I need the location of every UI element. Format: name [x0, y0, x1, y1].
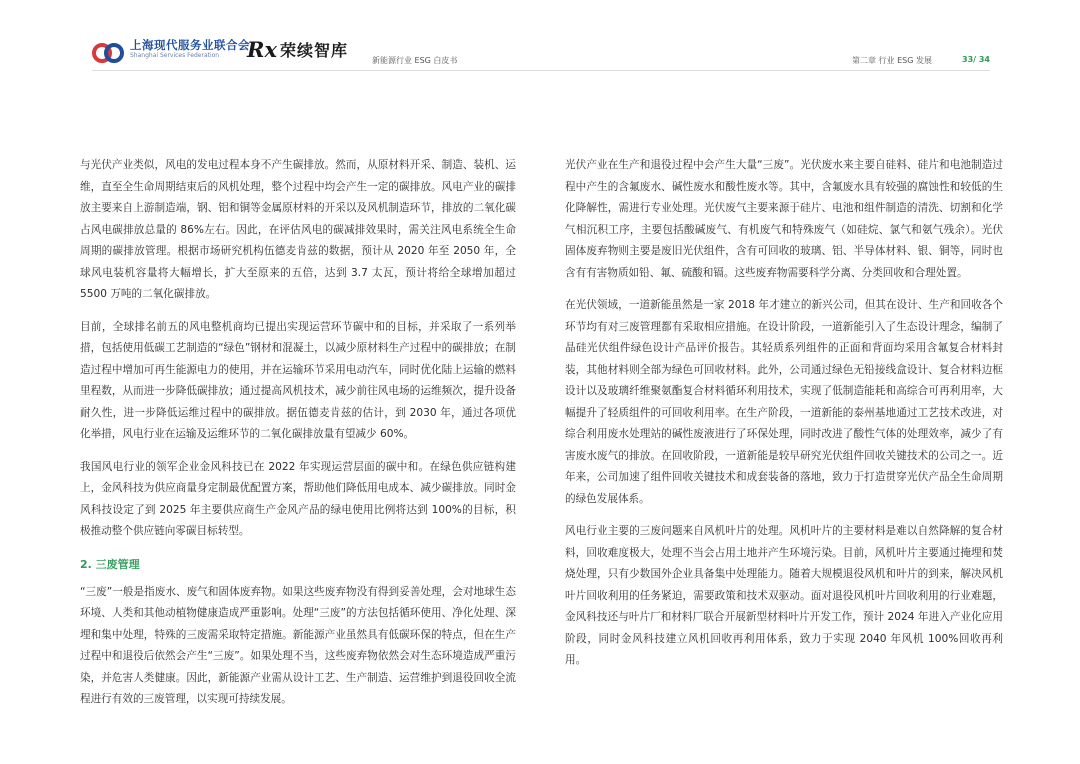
chapter-title: 第二章 行业 ESG 发展: [852, 56, 932, 65]
paragraph: 与光伏产业类似，风电的发电过程本身不产生碳排放。然而，从原材料开采、制造、装机、运维，直至全生命周期结束后的风机处理，整个过程中均会产生一定的碳排放。风电产业的碳排放主要来自上游制造端，钢、铝和铜等金属原材料的开采以及风机制造环节，排放的二氧化碳占风电碳排放总量的 86%左右。因此，在评估风电的碳减排效果时，需关注风电系统全生命周期的碳排放管理。根据市场研究机构伍德麦肯兹的数据，预计从 2020 年至 2050 年，全球风电装机容量将大幅增长，扩大至原来的五倍，达到 3.7 太瓦，预计将给全球增加超过 5500 万吨的二氧化碳排放。: [80, 159, 516, 300]
paragraph: 风电行业主要的三废问题来自风机叶片的处理。风机叶片的主要材料是难以自然降解的复合材料，回收难度极大，处理不当会占用土地并产生环境污染。目前，风机叶片主要通过掩埋和焚烧处理，只有少数国外企业具备集中处理能力。随着大规模退役风机和叶片的到来，解决风机叶片回收利用的任务紧迫，需要政策和技术双驱动。面对退役风机叶片回收利用的行业难题，金风科技还与叶片厂和材料厂联合开展新型材料叶片开发工作，预计 2024 年进入产业化应用阶段，同时金风科技建立风机回收再利用体系，致力于实现 2040 年风机 100%回收再利用。: [565, 525, 1003, 666]
federation-logo-text: [130, 38, 250, 60]
org-name-en: Shanghai Services Federation: [130, 52, 220, 59]
paragraph: 目前，全球排名前五的风电整机商均已提出实现运营环节碳中和的目标，并采取了一系列举措，包括使用低碳工艺制造的“绿色”钢材和混凝土，以减少原材料生产过程中的碳排放；在制造过程中增加可再生能源电力的使用，并在运输环节采用电动汽车，同时优化陆上运输的燃料里程数，从而进一步降低碳排放；通过提高风机技术，减少前往风电场的运维频次，提升设备耐久性，进一步降低运维过程中的碳排放。据伍德麦肯兹的估计，到 2030 年，通过各项优化举措，风电行业在运输及运维环节的二氧化碳排放量有望减少 60%。: [80, 320, 516, 440]
left-column: [80, 155, 516, 722]
paragraph: “三废”一般是指废水、废气和固体废弃物。如果这些废弃物没有得到妥善处理，会对地球生态环境、人类和其他动植物健康造成严重影响。处理“三废”的方法包括循环使用、净化处理、深埋和集中处理，特殊的三废需采取特定措施。新能源产业虽然具有低碳环保的特点，但在生产过程中和退役后依然会产生“三废”。如果处理不当，这些废弃物依然会对生态环境造成严重污染，并危害人类健康。因此，新能源产业需从设计工艺、生产制造、运营维护到退役回收全流程进行有效的三废管理，以实现可持续发展。: [80, 585, 516, 705]
header-divider: [92, 70, 990, 71]
section-heading: 2. 三废管理: [80, 557, 140, 571]
federation-logo-icon: [92, 40, 126, 66]
org-name: 上海现代服务业联合会: [130, 38, 250, 52]
right-column: [565, 155, 1003, 683]
paragraph: 光伏产业在生产和退役过程中会产生大量“三废”。光伏废水来主要自硅料、硅片和电池制造过程中产生的含氟废水、碱性废水和酸性废水等。其中，含氟废水具有较强的腐蚀性和较低的生化降解性，需进行专业处理。光伏废气主要来源于硅片、电池和组件制造的清洗、切割和化学气相沉积工序，主要包括酸碱废气、有机废气和特殊废气（如硅烷、氯气和氨气残余）。光伏固体废弃物则主要是废旧光伏组件，含有可回收的玻璃、铝、半导体材料、银、铜等，同时也含有有害物质如铅、氟、硫酸和镉。这些废弃物需要科学分离、分类回收和合理处置。: [565, 159, 1003, 279]
brand-name: 荣续智库: [280, 41, 349, 60]
page-number: 33/ 34: [962, 55, 990, 64]
page-header: [0, 0, 1080, 80]
brand-mark-logo: Rx: [247, 37, 277, 62]
document-title: 新能源行业 ESG 白皮书: [372, 56, 458, 65]
paragraph: 我国风电行业的领军企业金风科技已在 2022 年实现运营层面的碳中和。在绿色供应链构建上，金风科技为供应商量身定制最优配置方案，帮助他们降低用电成本、减少碳排放。同时金风科技设定了到 2025 年主要供应商生产金风产品的绿电使用比例将达到 100%的目标，积极推动整个供应链向零碳目标转型。: [80, 460, 516, 537]
paragraph: 在光伏领域，一道新能虽然是一家 2018 年才建立的新兴公司，但其在设计、生产和回收各个环节均有对三废管理都有采取相应措施。在设计阶段，一道新能引入了生态设计理念，编制了晶硅光伏组件绿色设计产品评价报告。其轻质系列组件的正面和背面均采用含氟复合材料封装，其他材料则全部为绿色可回收材料。此外，公司通过绿色无铅接线盒设计、复合材料边框设计以及玻璃纤维聚氨酯复合材料循环利用技术，实现了低制造能耗和高综合可再利用率，大幅提升了轻质组件的可回收利用率。在生产阶段，一道新能的泰州基地通过工艺技术改进，对综合利用废水处理站的碱性废液进行了环保处理，同时改进了酸性气体的处理效率，减少了有害废水废气的排放。在回收阶段，一道新能是较早研究光伏组件回收关键技术的公司之一。近年来，公司加速了组件回收关键技术和成套装备的落地，致力于打造贯穿光伏产品全生命周期的绿色发展体系。: [565, 299, 1003, 505]
